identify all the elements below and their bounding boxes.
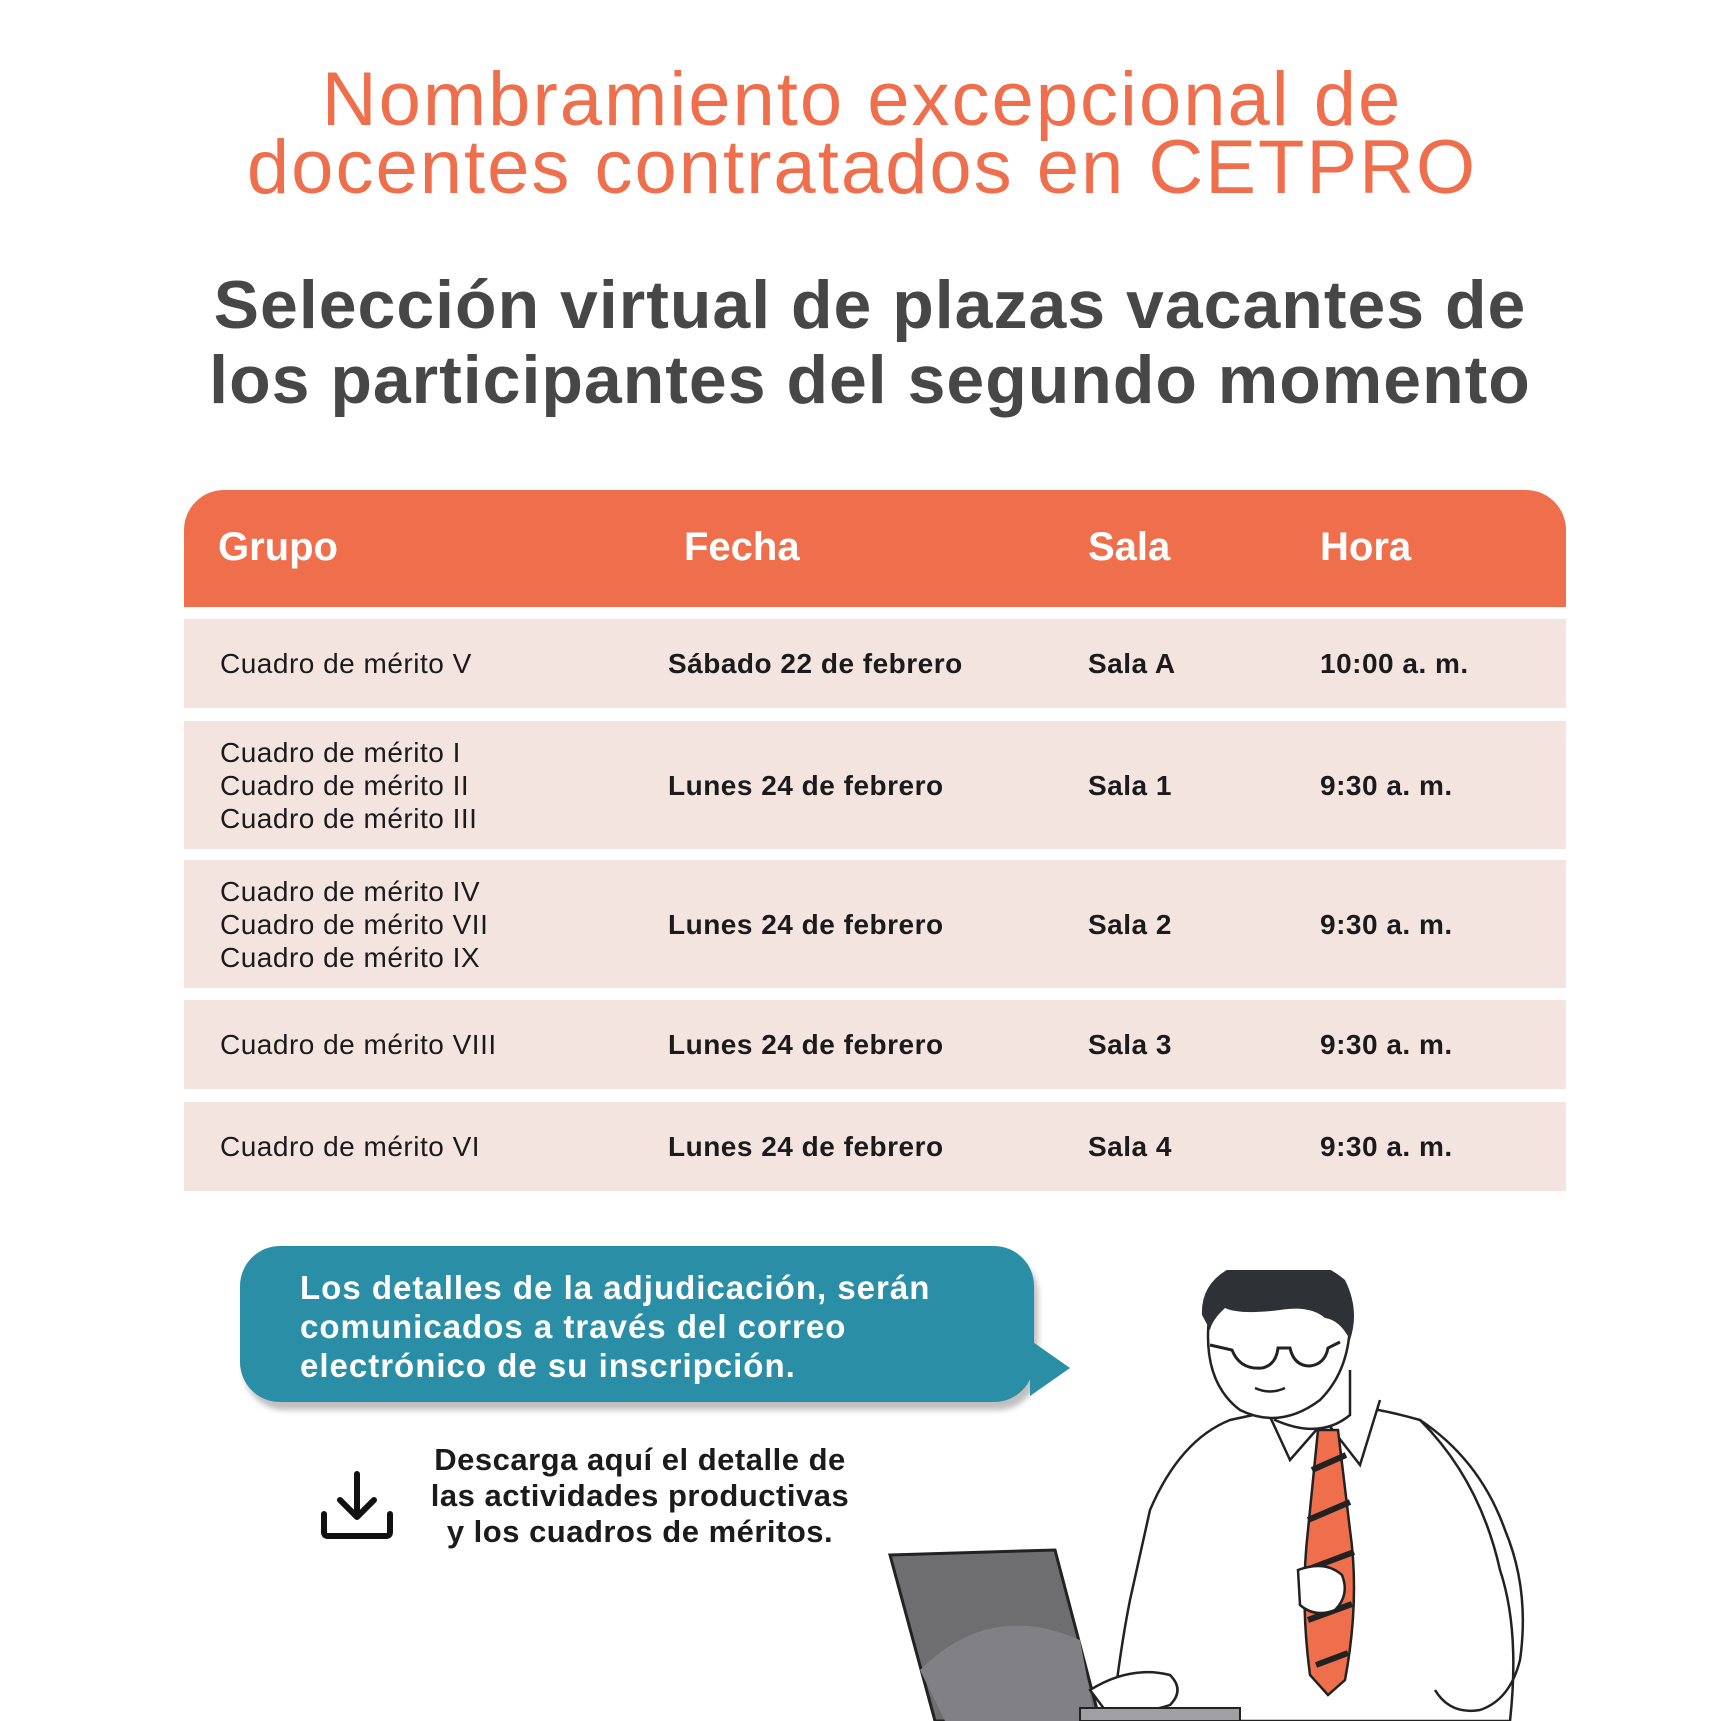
header-grupo: Grupo (218, 525, 338, 569)
cell-fecha: Lunes 24 de febrero (668, 769, 944, 801)
title-line-1: Nombramiento excepcional de (321, 57, 1403, 142)
cell-fecha: Lunes 24 de febrero (668, 1029, 944, 1060)
bubble-line: electrónico de su inscripción. (300, 1347, 796, 1384)
cell-grupo (220, 721, 640, 849)
bubble-line: Los detalles de la adjudicación, serán (300, 1269, 931, 1306)
cell-fecha: Lunes 24 de febrero (668, 1131, 944, 1162)
grupo-line: Cuadro de mérito VIII (220, 1029, 497, 1060)
cell-fecha: Sábado 22 de febrero (668, 648, 963, 679)
grupo-line: Cuadro de mérito IX (220, 941, 481, 973)
download-link[interactable] (400, 1442, 880, 1550)
header-sala: Sala (1088, 525, 1171, 569)
cell-hora: 9:30 a. m. (1320, 908, 1453, 940)
table-row (184, 1000, 1566, 1089)
grupo-line: Cuadro de mérito V (220, 648, 472, 679)
cell-hora: 9:30 a. m. (1320, 769, 1453, 801)
grupo-line: Cuadro de mérito III (220, 802, 478, 834)
grupo-line: Cuadro de mérito I (220, 736, 461, 768)
page-subtitle (170, 268, 1570, 418)
cell-sala: Sala A (1088, 648, 1176, 679)
cell-hora: 9:30 a. m. (1320, 1131, 1453, 1162)
page-title (0, 57, 1724, 210)
grupo-line: Cuadro de mérito VII (220, 908, 489, 940)
cell-grupo (220, 619, 640, 708)
cell-sala: Sala 3 (1088, 1029, 1172, 1060)
laptop-base (1080, 1708, 1240, 1721)
download-line: y los cuadros de méritos. (446, 1514, 834, 1549)
table-row (184, 721, 1566, 849)
grupo-line: Cuadro de mérito IV (220, 875, 481, 907)
hand-outline (1298, 1566, 1345, 1613)
title-line-2: docentes contratados en CETPRO (246, 125, 1478, 210)
subtitle-line-1: Selección virtual de plazas vacantes de (213, 267, 1527, 343)
cell-hora: 10:00 a. m. (1320, 648, 1469, 679)
cell-sala: Sala 2 (1088, 908, 1172, 940)
table-row (184, 619, 1566, 708)
grupo-line: Cuadro de mérito VI (220, 1131, 481, 1162)
header-fecha: Fecha (684, 525, 800, 569)
table-row (184, 1102, 1566, 1191)
cell-fecha: Lunes 24 de febrero (668, 908, 944, 940)
man-with-laptop-illustration (880, 1270, 1640, 1721)
bubble-line: comunicados a través del correo (300, 1308, 847, 1345)
cell-grupo (220, 860, 640, 988)
cell-grupo (220, 1000, 640, 1089)
header-hora: Hora (1320, 525, 1412, 569)
cell-hora: 9:30 a. m. (1320, 1029, 1453, 1060)
cell-sala: Sala 4 (1088, 1131, 1172, 1162)
grupo-line: Cuadro de mérito II (220, 769, 470, 801)
typing-hand (1090, 1672, 1178, 1712)
download-line: Descarga aquí el detalle de (434, 1442, 846, 1477)
schedule-table-header (184, 490, 1566, 607)
cell-grupo (220, 1102, 640, 1191)
download-icon[interactable] (318, 1470, 396, 1542)
cell-sala: Sala 1 (1088, 769, 1172, 801)
table-row (184, 860, 1566, 988)
subtitle-line-2: los participantes del segundo momento (209, 342, 1531, 418)
download-line: las actividades productivas (430, 1478, 850, 1513)
